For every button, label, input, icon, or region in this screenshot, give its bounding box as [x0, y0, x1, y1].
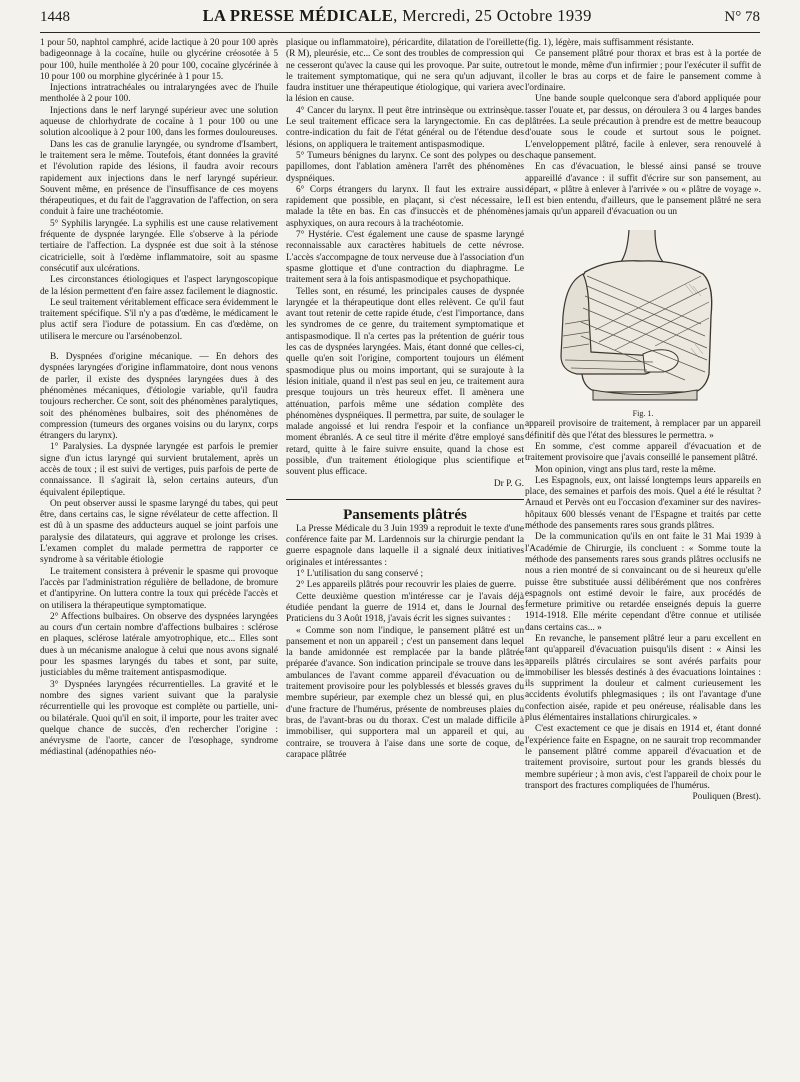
paragraph: plasique ou inflammatoire), péricardite, dilatation de l'oreillette (R M), pleurésie, etc... Ce sont des troubles de compression qui ne cesseront qu'avec la cause qui les provoque. Par suite, outre le traitement symptomatique, qui ne sera qu'un adjuvant, il faudra instituer une thérapeutique étiologique, qui variera avec la lésion en cause.: [286, 38, 524, 105]
paragraph: De la communication qu'ils en ont faite le 31 Mai 1939 à l'Académie de Chirurgie, ils concluent : « Somme toute la méthode des pansements rares sous grands plâtres occlusifs ne nous a rien montré de si convaincant ou de si heureux qu'elle puisse être substituée aussi délibérément que nos confrères espagnols ont estimé devoir le faire, aux procédés de fermeture primitive ou retardée enseignés depuis la guerre 1914-1918. Elle mérite cependant d'être connue et utilisée dans certains cas... »: [525, 532, 761, 633]
paragraph: 7° Hystérie. C'est également une cause de spasme laryngé reconnaissable aux caractères habituels de cette névrose. L'accès s'accompagne de toux nerveuse due à l'association d'un spasme glottique et d'une contraction du diaphragme. Le traitement sera à la fois antispasmodique et psychopathique.: [286, 230, 524, 286]
page-header: [40, 6, 760, 33]
figure-plaster-dressing-illustration: [525, 224, 761, 402]
paragraph: 6° Corps étrangers du larynx. Il faut les extraire aussi rapidement que possible, en plaçant, si c'est nécessaire, le malade la tête en bas. En cas d'insuccès et de phénomènes asphyxiques, on aura recours à la trachéotomie.: [286, 184, 524, 229]
journal-title: LA PRESSE MÉDICALE, Mercredi, 25 Octobre 1939: [202, 6, 592, 25]
paragraph: 5° Syphilis laryngée. La syphilis est une cause relativement fréquente de dyspnée laryngée. Elle s'observe à la période tertiaire de l'affection. La dyspnée est due soit à la sténose cicatricielle, soit à l'œdème inflammatoire, soit au spasme consécutif aux ulcérations.: [40, 218, 278, 274]
column-2: [286, 38, 524, 1078]
paragraph: 2° Les appareils plâtrés pour recouvrir les plaies de guerre.: [296, 580, 517, 591]
column-3: [525, 38, 761, 1078]
section-divider: [286, 499, 524, 500]
page-number: 1448: [40, 9, 70, 25]
paragraph: 1° L'utilisation du sang conservé ;: [296, 569, 424, 580]
paragraph: B. Dyspnées d'origine mécanique. — En dehors des dyspnées laryngées d'origine inflammatoire, dont nous venons de parler, il existe des dyspnées laryngées dues à des phénomènes mécaniques, d'étiologie variable, qu'il faudra toujours rechercher. Ce sont, soit des phénomènes paralytiques, soit des phénomènes bulbaires, soit des phénomènes de compression (tumeurs des organes voisins ou du larynx, corps étrangers du larynx).: [40, 352, 278, 442]
paragraph: Dans les cas de granulie laryngée, ou syndrome d'Isambert, le traitement sera le même. Toutefois, étant données la gravité et l'évolution rapide des lésions, il faudra avoir recours rapidement aux injections dans le nerf laryngé supérieur. Souvent même, en présence de l'insuffisance de ces moyens thérapeutiques, et du fait de l'aggravation de l'affection, on sera conduit à faire une trachéotomie.: [40, 139, 278, 218]
paragraph: On peut observer aussi le spasme laryngé du tabes, qui peut être, dans certains cas, le signe révélateur de cette affection. Il est dû à un spasme des adducteurs auquel se joint parfois une paralysie des dilatateurs, qui aggrave et prolonge les crises. L'examen complet du malade permettra de rapporter ce syndrome à sa véritable étiologie: [40, 498, 278, 566]
paragraph: « Comme son nom l'indique, le pansement plâtré est un pansement et non un appareil ; c'est un pansement dans lequel la bande amidonnée est remplacée par la bande plâtrée préparée d'avance. Son indication principale se trouve dans les ambulances de l'avant comme appareil d'évacuation ou de traitement provisoire pour les polyblessés et blessés graves du membre supérieur, par exemple chez un blessé qui, en plus d'une fracture de l'humérus, présente de nombreuses plaies du bras, de l'avant-bras ou du thorax. C'est un malade difficile à immobiliser, qui supportera mal un appareil et qui, au contraire, se trouvera à l'aise dans une sorte de coque, de carapace plâtrée: [286, 625, 524, 760]
paragraph: appareil provisoire de traitement, à remplacer par un appareil définitif dès que l'état des blessures le permettra. »: [525, 419, 761, 441]
paragraph: Ce pansement plâtré pour thorax et bras est à la portée de tout le monde, même d'un infirmier ; pour l'exécuter il suffit de coller le bras au corps et de faire le pansement comme à l'ordinaire.: [525, 49, 761, 94]
paragraph: Telles sont, en résumé, les principales causes de dyspnée laryngée et la thérapeutique dont elles relèvent. Ce qu'il faut avant tout retenir de cette rapide étude, c'est l'importance, dans les syndromes de ce genre, du traitement symptomatique et antispasmodique. Il n'a certes pas la prétention de guérir tous les cas de dyspnées laryngées. Mais, étant donné que celles-ci, quelle qu'en soit l'origine, comportent toujours un élément spasmodique plus ou moins important, qui se surajoute à la lésion initiale, quand il n'est pas seul en jeu, ce traitement aura presque toujours un très heureux effet. Il amènera une atténuation, parfois même une sédation complète des phénomènes dyspnéiques. Il permettra, par suite, de soulager le malade angoissé et lui rendra l'espoir et la confiance un moment ébranlés. A ce seul titre il mérite d'être employé sans retard, quitte à le faire suivre ensuite, quand la chose est possible, d'un traitement étiologique plus scientifique et souvent plus efficace.: [286, 286, 524, 478]
figure-caption: Fig. 1.: [632, 409, 654, 419]
journal-name: LA PRESSE MÉDICALE: [202, 6, 394, 25]
paragraph: Les Espagnols, eux, ont laissé longtemps leurs appareils en place, des semaines et parfois des mois. Quel a été le résultat ? Arnaud et Pervès ont eu l'occasion d'examiner sur des navires-hôpitaux 600 blessés venant de l'Espagne et traités par cette méthode des pansements rares sous grands plâtres.: [525, 475, 761, 532]
paragraph: (fig. 1), légère, mais suffisamment résistante.: [525, 38, 694, 48]
paragraph: Le traitement consistera à prévenir le spasme qui provoque l'accès par l'administration régulière de belladone, de bromure et d'antipyrine. On luttera contre la toux qui précède l'accès et on utilisera la thérapeutique symptomatique.: [40, 566, 278, 611]
section-title: Pansements plâtrés: [343, 506, 467, 523]
paragraph: Les circonstances étiologiques et l'aspect laryngoscopique de la lésion permettent d'en faire assez facilement le diagnostic.: [40, 275, 278, 297]
paragraph: Une bande souple quelconque sera d'abord appliquée pour tasser l'ouate et, par dessus, on déroulera 3 ou 4 larges bandes plâtrées. La seule précaution à prendre est de mettre beaucoup d'ouate sous le coude et surtout sous le poignet. L'enveloppement plâtré, facile à enlever, sera renouvelé à chaque pansement.: [525, 94, 761, 161]
paragraph: Mon opinion, vingt ans plus tard, reste la même.: [535, 464, 716, 475]
paragraph: 2° Affections bulbaires. On observe des dyspnées laryngées au cours d'un certain nombre d'affections bulbaires : sclérose en plaques, sclérose latérale amyotrophique, etc... Elles sont dues à un mécanisme analogue à celui que nous avons signalé pour les spasmes laryngés du tabes et sont, par suite, justiciables du même traitement antispasmodique.: [40, 611, 278, 679]
paragraph: Cette deuxième question m'intéresse car je l'avais déjà étudiée pendant la guerre de 1914 et, dans le Journal des Praticiens du 3 Août 1918, j'avais écrit les signes suivantes :: [286, 591, 524, 625]
paragraph: 5° Tumeurs bénignes du larynx. Ce sont des polypes ou des papillomes, dont l'ablation amènera l'arrêt des phénomènes dyspnéiques.: [286, 150, 524, 184]
paragraph: 1 pour 50, naphtol camphré, acide lactique à 20 pour 100 après badigeonnage à la cocaïne, huile ou glycérine créosotée à 5 pour 100, huile mentholée à 20 pour 100, cocaïne glycérinée à 10 pour 100 ou morphine glycérinée à 1 pour 15.: [40, 38, 278, 82]
paragraph: La Presse Médicale du 3 Juin 1939 a reproduit le texte d'une conférence faite par M. Lardennois sur la chirurgie pendant la guerre espagnole dans laquelle il a signalé deux initiatives originales et intéressantes :: [286, 523, 524, 568]
article-signature: Pouliquen (Brest).: [692, 792, 761, 803]
paragraph: En cas d'évacuation, le blessé ainsi pansé se trouve appareillé d'avance : il suffit d'écrire sur son pansement, au départ, « plâtre à enlever à l'arrivée » ou « plâtre de voyage ». Il est bien entendu, d'ailleurs, que le pansement plâtré ne sera jamais qu'un appareil d'évacuation ou un: [525, 162, 761, 218]
issue-number: N° 78: [724, 9, 760, 25]
paragraph: 3° Dyspnées laryngées récurrentielles. La gravité et le nombre des signes varient suivant que la paralysie récurrentielle qui les provoque est complète ou partielle, uni- ou bilatérale. Quoi qu'il en soit, il importe, pour les traiter avec quelque chance de succès, d'en rechercher l'origine : anévrysme de l'aorte, cancer de l'œsophage, syndrome médiastinal (adénopathies néo-: [40, 679, 278, 758]
column-1: [40, 38, 278, 1078]
paragraph: 4° Cancer du larynx. Il peut être intrinsèque ou extrinsèque. Le seul traitement efficace sera la laryngectomie. En cas de contre-indication du fait de l'état général ou de l'étendue des lésions, on appliquera le traitement antispasmodique.: [286, 105, 524, 150]
paragraph: Le seul traitement véritablement efficace sera évidemment le traitement spécifique. S'il n'y a pas d'œdème, le médicament le plus actif sera l'iodure de potassium. En cas d'œdème, on utilisera le mercure ou l'arsénobenzol.: [40, 297, 278, 342]
paragraph: Injections dans le nerf laryngé supérieur avec une solution aqueuse de chlorhydrate de cocaïne à 1 pour 100 ou une solution alcoolique à 2 pour 100, dans les formes douloureuses.: [40, 105, 278, 139]
paragraph: 1° Paralysies. La dyspnée laryngée est parfois le premier signe d'un ictus laryngé qui survient brutalement, après un accès de toux ; il est suivi de vertiges, puis parfois de perte de connaissance. Il s'agirait là, selon certains auteurs, d'un équivalent épileptique.: [40, 442, 278, 498]
article-signature: Dr P. G.: [493, 478, 524, 489]
paragraph: En revanche, le pansement plâtré leur a paru excellent en tant qu'appareil d'évacuation puisqu'ils disent : « Ainsi les appareils plâtrés circulaires se sont avérés parfaits pour immobiliser les blessés destinés à des évacuations lointaines : ils suppriment la douleur et calment curieusement les accidents évolutifs phlegmasiques ; ils ont l'avantage d'une confection aisée, rapide et peu onéreuse, réalisable dans les plus élémentaires installations chirurgicales. »: [525, 633, 761, 724]
paragraph: En somme, c'est comme appareil d'évacuation et de traitement provisoire que j'avais conseillé le pansement plâtré.: [525, 441, 761, 464]
paragraph: C'est exactement ce que je disais en 1914 et, étant donné l'expérience faite en Espagne, on ne saurait trop recommander le pansement plâtré comme appareil d'évacuation et de traitement provisoire, surtout pour les grands blessés du membre supérieur ; à mon avis, c'est l'appareil de choix pour le transport des fractures compliquées de l'humérus.: [525, 724, 761, 791]
paragraph: Injections intratrachéales ou intralaryngées avec de l'huile mentholée à 2 pour 100.: [40, 83, 278, 105]
issue-date: Mercredi, 25 Octobre 1939: [402, 6, 592, 25]
